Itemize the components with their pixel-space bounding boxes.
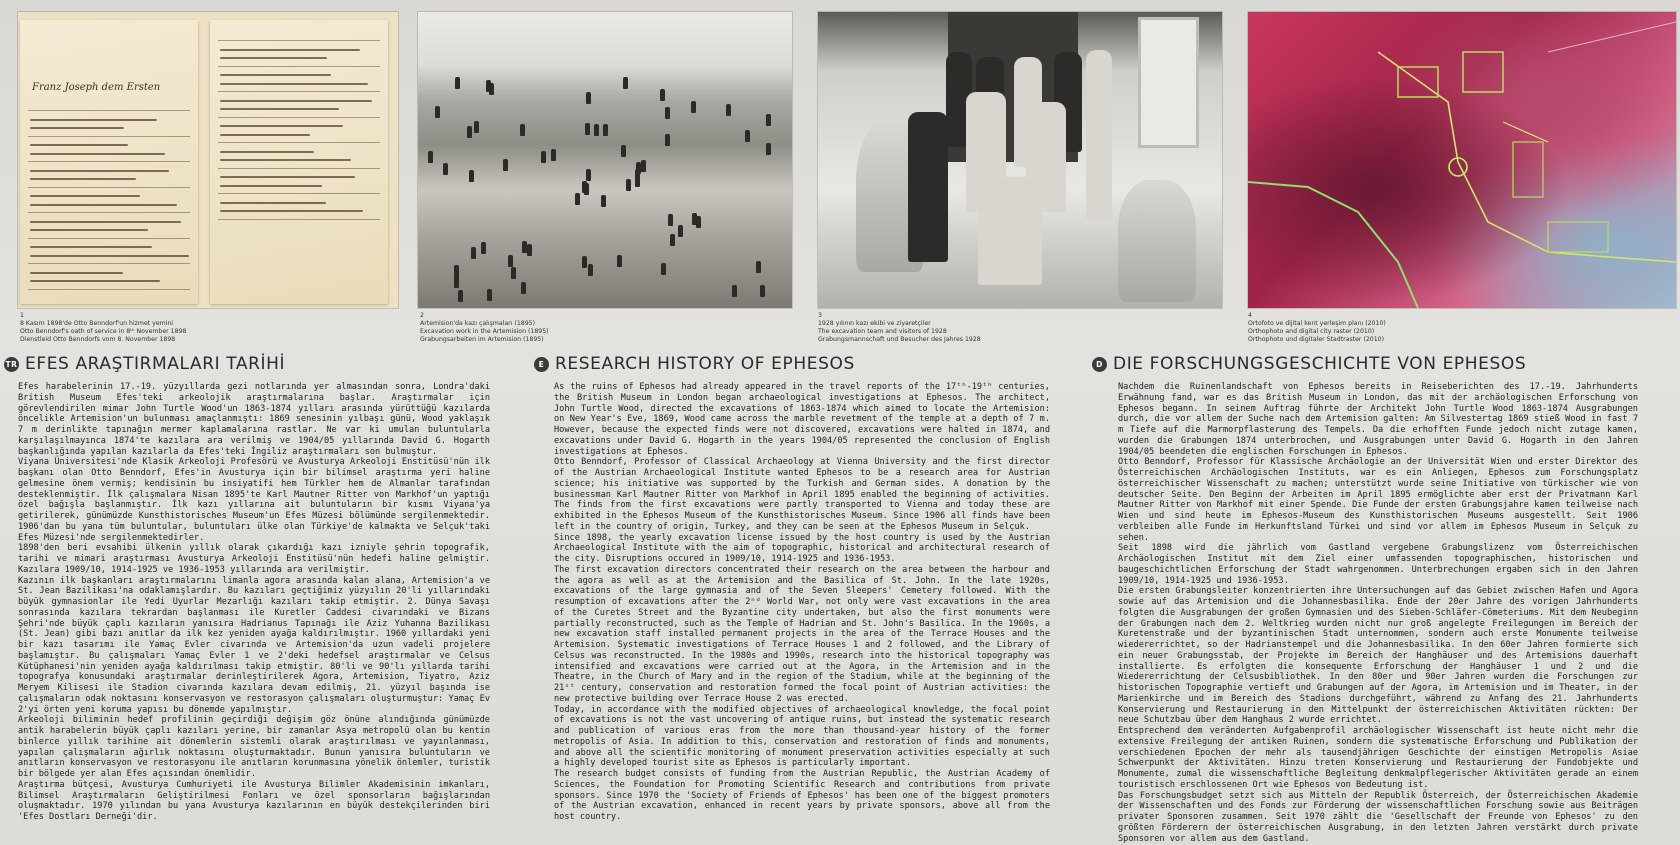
worker-figure <box>665 107 670 119</box>
paragraph: Arkeoloji biliminin hedef profilinin geçirdiği değişim göz önüne alındığında günümüzde antik harabelerin büyük çaplı kazıları yerine, bir zamanlar Asya metropolü olan bu kentin binlerce yıllık tarihine ait dönemlerin sistemli olarak araştırılması ve yayınlanması, yapılan çalışmaların ağırlık noktasını oluşturmaktadır. Bunun yanısıra buluntuların ve anıtların konservasyon ve restorasyonu ile anıtların korunmasına yönelik önlemler, turistik bir bölgede yer alan Efes açısından önemlidir. <box>18 715 490 779</box>
person <box>978 177 1042 285</box>
worker-figure <box>551 149 556 161</box>
caption-en: Otto Benndorf's oath of service in 8ᵗʰ November 1898 <box>20 328 187 335</box>
worker-figure <box>594 124 599 136</box>
column-english <box>534 352 1050 823</box>
worker-figure <box>623 77 628 89</box>
worker-figure <box>458 290 463 302</box>
worker-figure <box>522 241 527 253</box>
worker-figure <box>454 276 459 288</box>
city-raster-overlay <box>1248 12 1676 308</box>
paragraph: Otto Benndorf, Professor für Klassische Archäologie an der Universität Wien und erster Direktor des Österreichischen Archäologischen Instituts, war es ein Anliegen, Ephesos zum Forschungsplatz österreichischer Wissenschaft zu machen; unterstützt wurde seine Initiative von türkischer wie von deutscher Seite. Den Beginn der Arbeiten im April 1895 ermöglichte aber erst der Privatmann Karl Mautner Ritter von Markhof mit einer Spende. Die Funde der ersten Grabungsjahre kamen teilweise nach Wien und sind heute im Ephesos-Museum des Kunsthistorischen Museums ausgestellt. Seit 1906 verbleiben alle Funde im Herkunftsland Türkei und sind vor allem im Ephesos Museum in Selçuk zu sehen. <box>1118 457 1638 543</box>
handwriting-line <box>220 134 310 136</box>
handwriting-line <box>30 272 123 274</box>
worker-figure <box>503 159 508 171</box>
person <box>1086 50 1112 220</box>
handwriting-line <box>218 219 380 220</box>
caption-en: Orthophoto and digital city raster (2010) <box>1248 328 1375 335</box>
worker-figure <box>435 106 440 118</box>
caption-en: Excavation work in the Artemision (1895) <box>420 328 549 335</box>
language-badge: E <box>534 357 549 372</box>
paragraph: Since 1898, the yearly excavation license issued by the host country is used by the Austrian Archaeological Institute with the aim of topographic, historical and architectural research of the city. Disruptions occured in 1909/10, 1914-1925 and 1936-1953. <box>554 532 1050 564</box>
statue-right <box>1118 180 1196 302</box>
worker-figure <box>617 255 622 267</box>
handwriting-line <box>220 49 360 51</box>
photo-excavation-artemision <box>418 12 792 308</box>
worker-figure <box>691 101 696 113</box>
worker-figure <box>766 114 771 126</box>
worker-figure <box>469 170 474 182</box>
handwriting-line <box>28 289 190 290</box>
worker-figure <box>621 145 626 157</box>
letter-heading: Franz Joseph dem Ersten <box>32 82 161 93</box>
handwriting-line <box>30 221 181 223</box>
worker-figure <box>511 267 516 279</box>
worker-figure <box>521 282 526 294</box>
worker-figure <box>455 77 460 89</box>
caption-de: Grabungsarbeiten im Artemision (1895) <box>420 336 544 343</box>
worker-figure <box>692 213 697 225</box>
handwriting-line <box>220 57 327 59</box>
handwriting-line <box>28 238 190 239</box>
handwriting-line <box>220 176 355 178</box>
worker-figure <box>661 263 666 275</box>
caption-tr: Ortofoto ve dijital kent yerleşim planı (2010) <box>1248 320 1386 327</box>
worker-figure <box>582 181 587 193</box>
paragraph: Entsprechend dem veränderten Aufgabenprofil archäologischer Wissenschaft ist heute nicht mehr die extensive Freilegung der antiken Ruinen, sondern die systematische Erforschung und Publikation der verschiedenen Epochen der mehr als tausendjährigen Geschichte der einstigen Metropolis Asiae Schwerpunkt der Aktivitäten. Hinzu treten Konservierung und Restaurierung der Fundobjekte und Monumente, zumal die wissenschaftliche Begleitung denkmalpflegerischer Aktivitäten gerade an einem touristisch erschlossenen Ort wie Ephesos von Bedeutung ist. <box>1118 726 1638 790</box>
paragraph: Otto Benndorf, Professor of Classical Archaeology at Vienna University and the first director of the Austrian Archaeological Institute wanted Ephesos to be a research area for Austrian science; his initiative was supported by the Turkish and German sides. A donation by the businessman Karl Mautner Ritter von Markhof in April 1895 enabled the beginning of activities. The finds from the first excavations were partly transported to Vienna and today these are exhibited in the Ephesos Museum of the Kunsthistorisches Museum. Since 1906 all finds have been left in the country of origin, Turkey, and they can be seen at the Ephesos Museum in Selçuk. <box>554 457 1050 532</box>
caption-tr: Artemision'da kazı çalışmaları (1895) <box>420 320 535 327</box>
window <box>1138 17 1199 148</box>
column-body <box>18 382 490 823</box>
worker-figure <box>467 126 472 138</box>
caption-en: The excavation team and visitors of 1928 <box>818 328 947 335</box>
handwriting-line <box>220 159 351 161</box>
worker-figure <box>428 151 433 163</box>
letter-page-right <box>210 20 388 304</box>
column-title <box>1092 352 1652 376</box>
worker-figure <box>601 195 606 207</box>
photo-number: 1 <box>20 312 24 319</box>
column-turkish <box>4 352 488 823</box>
column-german <box>1092 352 1652 844</box>
photo-team-1928 <box>818 12 1222 308</box>
caption-tr: 8 Kasım 1898'de Otto Benndorf'un hizmet yemini <box>20 320 174 327</box>
language-badge: D <box>1092 357 1107 372</box>
paragraph: Das Forschungsbudget setzt sich aus Mitteln der Republik Österreich, der Österreichischen Akademie der Wissenschaften und des Fonds zur Förderung der wissenschaftlichen Forschung sowie aus Beiträgen privater Sponsoren zusammen. Seit 1970 zählt die 'Gesellschaft der Freunde von Ephesos' zu den größten Förderern der österreichischen Ausgrabung, in den letzten Jahren verstärkt durch private Sponsoren vor allem aus dem Gastland. <box>1118 790 1638 844</box>
worker-figure <box>726 104 731 116</box>
worker-figure <box>487 289 492 301</box>
worker-figure <box>527 244 532 256</box>
handwriting-line <box>220 202 326 204</box>
handwriting-line <box>220 83 368 85</box>
worker-figure <box>603 124 608 136</box>
column-body <box>1118 382 1638 844</box>
worker-figure <box>520 124 525 136</box>
paragraph: Viyana Üniversitesi'nde Klasik Arkeoloji Profesörü ve Avusturya Arkeoloji Enstitüsü'nün ilk başkanı olan Otto Benndorf, Efes'in Avusturya için bir bilimsel araştırma yeri haline gelmesine önem vermiş; kendisinin bu insiyatifi hem Türkler hem de Almanlar tarafından desteklenmiştir. İlk çalışmalara Nisan 1895'te Karl Mautner Ritter von Markhof'un yaptığı özel bağışla başlanmıştır. İlk kazı yıllarına ait buluntuların bir kısmı Viyana'ya getirilerek, günümüzde Kunsthistorisches Museum'un Efes Müzesi bölümünde sergilenmektedir. 1906'dan bu yana tüm buluntular, buluntuları ülke olan Türkiye'de kalmakta ve Selçuk'taki Efes Müzesi'nde sergilenmektedirler. <box>18 457 490 543</box>
paragraph: 1898'den beri evsahibi ülkenin yıllık olarak çıkardığı kazı izniyle şehrin topografik, tarihi ve mimari araştırması Avusturya Arkeoloji Enstitüsü'nün hedefi haline gelmiştir. Kazılara 1909/10, 1914-1925 ve 1936-1953 yıllarında ara verilmiştir. <box>18 543 490 575</box>
handwriting-line <box>30 119 157 121</box>
column-title-text: RESEARCH HISTORY OF EPHESOS <box>555 354 855 374</box>
handwriting-line <box>30 204 177 206</box>
paragraph: As the ruins of Ephesos had already appeared in the travel reports of the 17ᵗʰ-19ᵗʰ centuries, the British Museum in London began archaeological investigations at Ephesos. The architect, John Turtle Wood, directed the excavations of 1863-1874 which aimed to locate the Artemision: on New Year's Eve, 1869, Wood came across the marble revetment of the temple at a depth of 7 m. However, because the expected finds were not discovered, excavations were halted in 1874, and excavations under David G. Hogarth in the years 1904/05 represented the conclusion of English investigations at Ephesos. <box>554 382 1050 457</box>
paragraph: Araştırma bütçesi, Avusturya Cumhuriyeti ile Avusturya Bilimler Akademisinin imkanları, Bilimsel Araştırmaların Geliştirilmesi Fonları ve özel sponsorların bağışlarından oluşmaktadır. 1970 yılından bu yana Avusturya kazılarının en büyük destekçilerinden biri 'Efes Dostları Derneği'dir. <box>18 779 490 822</box>
handwriting-line <box>220 125 343 127</box>
photo-number: 2 <box>420 312 424 319</box>
photo-caption-4 <box>1248 312 1386 344</box>
handwriting-line <box>30 229 148 231</box>
caption-de: Grabungsmannschaft und Besucher des Jahres 1928 <box>818 336 981 343</box>
photo-strip <box>0 0 1680 345</box>
handwriting-line <box>28 161 190 162</box>
handwriting-line <box>28 110 190 111</box>
handwriting-line <box>218 40 380 41</box>
worker-figure <box>635 175 640 187</box>
photo-number: 4 <box>1248 312 1252 319</box>
handwriting-line <box>30 144 128 146</box>
handwriting-line <box>218 117 380 118</box>
worker-figure <box>481 242 486 254</box>
worker-figure <box>582 256 587 268</box>
handwriting-line <box>30 178 136 180</box>
paragraph: Kazının ilk başkanları araştırmalarını limanla agora arasında kalan alana, Artemision'a ve St. Jean Bazilikası'na odaklamışlardır. Bu kazıları geçtiğimiz yüzyılın 20'li yıllarındaki büyük gymnasionlar ile Yedi Uyurlar Mezarlığı kazıları takip etmiştir. 2. Dünya Savaşı sonrasında kazılara tekrardan başlanması ile Kuretler Caddesi civarındaki ve Bizans Şehri'nde büyük çaplı kazıların yanısıra Hadrianus Tapınağı ile Aziz Yuhanna Bazilikası (St. Jean) gibi bazı anıtlar da ilk kez yeniden ayağa kaldırılmıştır. 1960 yıllardaki yeni bir kazı tasarımı ile Yamaç Evler civarında ve Artemision'da uzun vadeli projelere başlamıştır. Bu çalışmaları Yamaç Evler 1 ve 2'deki hedefsel araştırmalar ve Celsus Kütüphanesi'nin yeniden ayağa kaldırılması takip etmiştir. 80'li ve 90'lı yıllarda tarihi topografya konusundaki araştırmalar derinleştirilerek Agora, Artemision, Tiyatro, Aziz Meryem Kilisesi ile Stadion civarında kazılara devam edilmiş, 21. yüzyıl başında ise çalışmaların odak noktasını konservasyon ve restorasyon çalışmaları oluşturmuştur: Yamaç Ev 2'yi örten yeni koruma yapısı bu dönemde yapılmıştır. <box>18 575 490 715</box>
column-title-text: DIE FORSCHUNGSGESCHICHTE VON EPHESOS <box>1113 354 1527 374</box>
worker-figure <box>486 80 491 92</box>
column-title <box>534 352 1004 376</box>
worker-figure <box>665 134 670 146</box>
handwriting-line <box>30 170 169 172</box>
handwriting-line <box>220 108 339 110</box>
photo-caption-3 <box>818 312 981 344</box>
worker-figure <box>745 130 750 142</box>
worker-figure <box>586 169 591 181</box>
language-badge: TR <box>4 357 19 372</box>
handwriting-line <box>220 210 363 212</box>
photo-number: 3 <box>818 312 822 319</box>
caption-de: Orthophoto und digitaler Stadtraster (2010) <box>1248 336 1385 343</box>
worker-figure <box>641 160 646 172</box>
worker-figure <box>766 143 771 155</box>
worker-figure <box>660 89 665 101</box>
worker-figure <box>541 151 546 163</box>
photo-caption-1 <box>20 312 186 344</box>
worker-figure <box>670 234 675 246</box>
paragraph: Die ersten Grabungsleiter konzentrierten ihre Untersuchungen auf das Gebiet zwischen Hafen und Agora sowie auf das Artemision und die Johannesbasilika. Ende der 20er Jahre des vorigen Jahrhunderts folgten die Ausgrabungen der großen Gymnasien und des Sieben-Schläfer-Cömeteriums. Mit dem Neubeginn der Grabungen nach dem 2. Weltkrieg wurden nicht nur groß angelegte Freilegungen im Bereich der Kuretenstraße und der byzantinischen Stadt unternommen, sondern auch erste Monumente teilweise wiedererrichtet, so der Hadrianstempel und die Johannesbasilika. In den 60er Jahren formierte sich ein neuer Grabungsstab, der Projekte im Bereich der Hanghäuser und des Artemisions dauerhaft installierte. Es erfolgten die konsequente Erforschung der Hanghäuser 1 und 2 und die Wiedererrichtung der Celsusbibliothek. In den 80er und 90er Jahren wurden die Forschungen zur historischen Topographie vertieft und Grabungen auf der Agora, im Artemision und im Theater, in der Marienkirche und im Bereich des Stadions durchgeführt, während zu Anfang des 21. Jahrhunderts Konservierung und Restaurierung in den Mittelpunkt der österreichischen Aktivitäten rückten: Der neue Schutzbau über dem Hanghaus 2 wurde errichtet. <box>1118 586 1638 726</box>
photo-caption-2 <box>420 312 549 344</box>
handwriting-line <box>28 136 190 137</box>
handwriting-line <box>218 91 380 92</box>
worker-figure <box>585 123 590 135</box>
photo-orthophoto-2010 <box>1248 12 1676 308</box>
worker-figure <box>732 285 737 297</box>
handwriting-line <box>28 263 190 264</box>
handwriting-line <box>30 255 189 257</box>
handwriting-line <box>30 127 124 129</box>
worker-figure <box>474 121 479 133</box>
column-body <box>554 382 1050 823</box>
worker-figure <box>471 247 476 259</box>
column-title-text: EFES ARAŞTIRMALARI TARİHİ <box>25 354 286 374</box>
worker-figure <box>626 179 631 191</box>
paragraph: Today, in accordance with the modified objectives of archaeological knowledge, the focal point of excavations is not the vast uncovering of antique ruins, but instead the systematic research and publication of various eras from the more than thousand-year history of the former metropolis of Asia. In addition to this, conservation and restoration of finds and monuments, and above all the scientific monitoring of monument preservation activities especially at such a highly developed tourist site as Ephesos is particularly important. <box>554 704 1050 769</box>
paragraph: The first excavation directors concentrated their research on the area between the harbour and the agora as well as at the Artemision and the Basilica of St. John. In the late 1920s, excavations of the large gymnasia and of the Seven Sleepers' Cemetery followed. With the resumption of excavations after the 2ⁿᵈ World War, not only were vast excavations in the area of the Curetes Street and the Byzantine city undertaken, but also the first monuments were partially reconstructed, such as the Temple of Hadrian and St. John's Basilica. In the 1960s, a new excavation staff installed permanent projects in the area of the Terrace Houses and the Artemision. Systematic investigations of Terrace Houses 1 and 2 followed, and the Library of Celsus was reconstructed. In the 1980s and 1990s, research into the historical topography was intensified and excavations were carried out at the Agora, in the Artemision and in the Theatre, in the Church of Mary and in the region of the Stadium, while at the beginning of the 21ˢᵗ century, conservation and restoration formed the focal point of Austrian activities: the new protective building over Terrace House 2 was erected. <box>554 564 1050 704</box>
handwriting-line <box>220 151 314 153</box>
paragraph: Seit 1898 wird die jährlich vom Gastland vergebene Grabungslizenz vom Österreichischen Archäologischen Institut mit dem Ziel einer umfassenden topographischen, historischen und baugeschichtlichen Erforschung der Stadt wahrgenommen. Unterbrechungen ergaben sich in den Jahren 1909/10, 1914-1925 und 1936-1953. <box>1118 543 1638 586</box>
person <box>908 112 948 262</box>
worker-figure <box>760 285 765 297</box>
handwriting-line <box>28 187 190 188</box>
caption-tr: 1928 yılının kazı ekibi ve ziyaretçiler <box>818 320 931 327</box>
handwriting-line <box>28 212 190 213</box>
worker-figure <box>443 163 448 175</box>
worker-figure <box>508 255 513 267</box>
handwriting-line <box>218 66 380 67</box>
handwriting-line <box>218 142 380 143</box>
photo-oath-letter <box>18 12 398 308</box>
handwriting-line <box>220 185 322 187</box>
paragraph: Nachdem die Ruinenlandschaft von Ephesos bereits in Reiseberichten des 17.-19. Jahrhunderts Erwähnung fand, war es das British Museum in London, das mit der archäologischen Erforschung von Ephesos begann. In seinem Auftrag führte der Architekt John Turtle Wood 1863-1874 Ausgrabungen durch, die vor allem der Suche nach dem Artemision galten: Am Silvestertag 1869 stieß Wood in fast 7 m Tiefe auf die Marmorpflasterung des Tempels. Da die erhofften Funde jedoch nicht zutage kamen, wurden die Grabungen 1874 unterbrochen, und Ausgrabungen unter David G. Hogarth in den Jahren 1904/05 beendeten die englischen Forschungen in Ephesos. <box>1118 382 1638 457</box>
handwriting-line <box>30 246 152 248</box>
worker-figure <box>575 193 580 205</box>
worker-figure <box>668 214 673 226</box>
paragraph: The research budget consists of funding from the Austrian Republic, the Austrian Academy of Sciences, the Foundation for Promoting Scientific Research and contributions from private sponsors. Since 1970 the 'Society of Friends of Ephesos' has been one of the biggest promoters of the Austrian excavation, enhanced in recent years by private sponsors, above all from the host country. <box>554 769 1050 822</box>
caption-de: Dienstleid Otto Benndorfs vom 8. November 1898 <box>20 336 176 343</box>
handwriting-line <box>218 193 380 194</box>
worker-figure <box>678 225 683 237</box>
paragraph: Efes harabelerinin 17.-19. yüzyıllarda gezi notlarında yer almasından sonra, Londra'daki British Museum Efes'teki arkeolojik araştırmalarına başlar. Araştırmalar için görevlendirilen mimar John Turtle Wood'un 1863-1874 yılları arasında yürüttüğü kazılarda öncelikle Artemision'un bulunması amaçlanmıştı: 1869 senesinin yılbaşı günü, Wood yaklaşık 7 m derinlikte tapınağın mermer kaplamalarına rastlar. Ne var ki umulan buluntularla karşılaşılmayınca 1874'te kazılara ara verilmiş ve 1904/05 yıllarında David G. Hogarth başkanlığında yapılan kazılarla da Efes'teki İngiliz araştırmaları son bulmuştur. <box>18 382 490 457</box>
handwriting-line <box>30 153 165 155</box>
worker-figure <box>756 261 761 273</box>
handwriting-line <box>30 195 140 197</box>
worker-figure <box>588 264 593 276</box>
handwriting-line <box>218 168 380 169</box>
handwriting-line <box>220 74 331 76</box>
worker-figure <box>586 92 591 104</box>
handwriting-line <box>30 280 160 282</box>
letter-page-left <box>20 20 198 304</box>
handwriting-line <box>220 100 372 102</box>
column-title <box>4 352 488 376</box>
